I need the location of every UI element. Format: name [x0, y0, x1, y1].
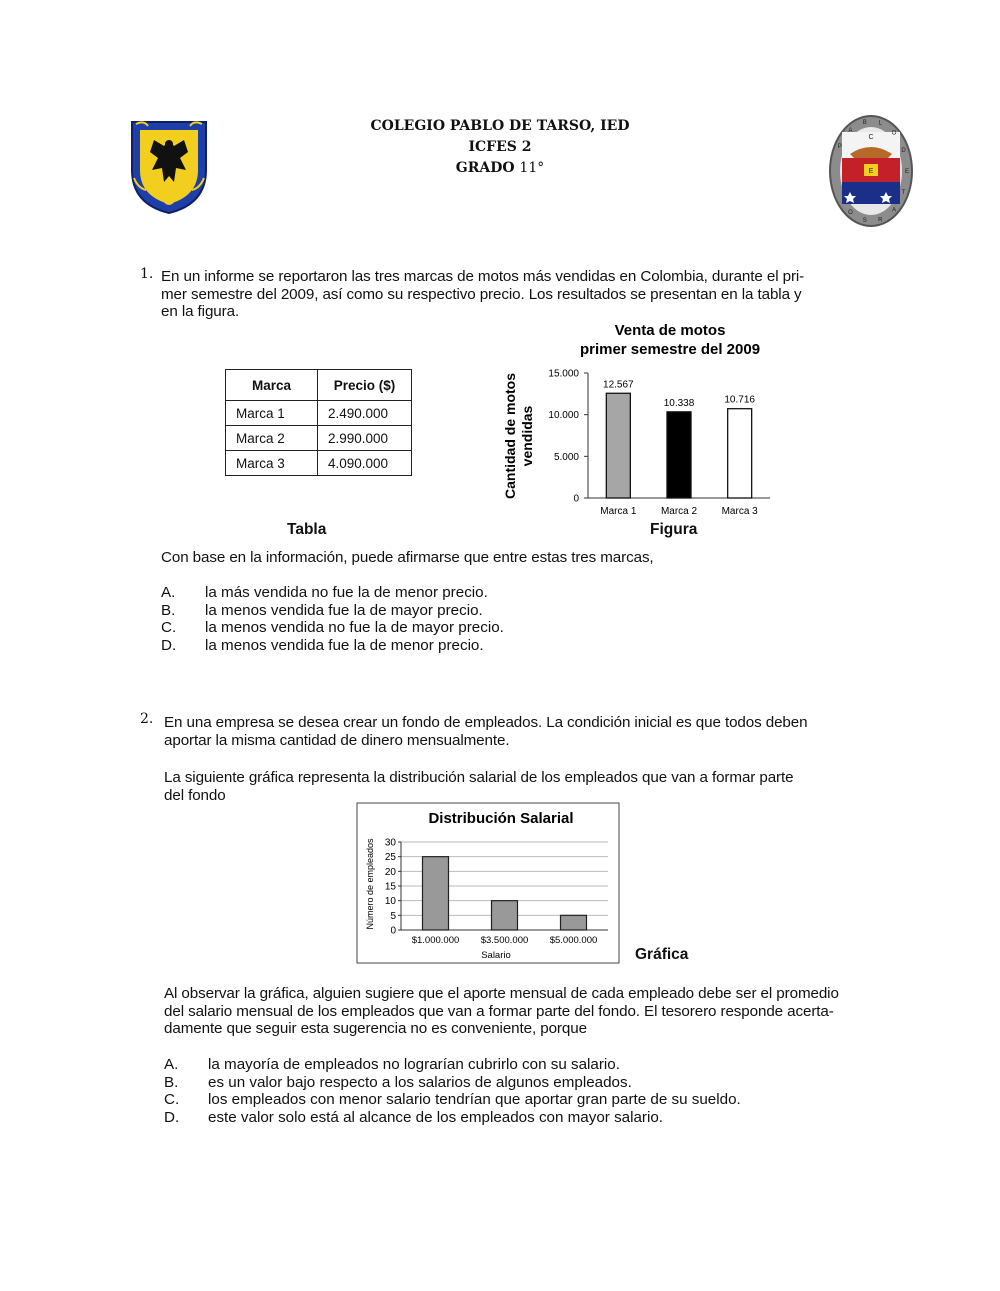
table-cell-price: 2.490.000: [318, 401, 412, 426]
emblem-letter: T: [901, 190, 906, 197]
question-2-prompt-line-2: del salario mensual de los empleados que van a formar parte del fondo. El tesorero responde acerta-: [164, 1002, 834, 1020]
list-item: [164, 1056, 741, 1074]
table-caption: Tabla: [287, 521, 327, 538]
question-2-line-3: La siguiente gráfica representa la distribución salarial de los empleados que van a formar parte: [164, 769, 794, 786]
question-2-number: 2.: [140, 711, 154, 727]
emblem-letter: L: [878, 120, 882, 127]
option-letter: D.: [164, 1108, 180, 1126]
y-tick-label: 25: [384, 852, 396, 864]
salary-distribution-chart: [356, 802, 620, 964]
bar-value-label: 10.338: [663, 397, 695, 409]
option-text: la mayoría de empleados no lograrían cubrirlo con su salario.: [208, 1056, 620, 1073]
list-item: [161, 584, 504, 602]
x-tick-label: Marca 3: [721, 506, 758, 517]
y-tick-label: 0: [390, 925, 396, 937]
option-letter: C.: [164, 1091, 180, 1108]
question-1-line-2: mer semestre del 2009, así como su respectivo precio. Los resultados se presentan en la tabla y: [161, 285, 802, 303]
list-item: [161, 637, 504, 655]
y-tick-label: 15.000: [548, 368, 579, 380]
bar-1: [423, 857, 449, 930]
bar-2: [492, 901, 518, 930]
table-row: [226, 401, 412, 426]
table-row: [226, 426, 412, 451]
question-1-options: [161, 584, 504, 654]
price-table: [225, 369, 412, 476]
option-letter: C.: [161, 619, 177, 636]
list-item: [161, 619, 504, 637]
price-table-header-row: [226, 370, 412, 401]
table-cell-brand: Marca 1: [226, 401, 318, 426]
y-tick-label: 5: [390, 910, 396, 922]
emblem-letter: C: [868, 134, 874, 141]
emblem-letter: E: [868, 168, 874, 175]
price-table-header-price: Precio ($): [318, 370, 412, 401]
option-text: la más vendida no fue la de menor precio.: [205, 584, 488, 601]
question-2-prompt-line-1: Al observar la gráfica, alguien sugiere que el aporte mensual de cada empleado debe ser el promedio: [164, 985, 839, 1002]
y-tick-label: 10: [384, 896, 396, 908]
question-2-context: [164, 769, 884, 804]
emblem-letter: A: [848, 128, 853, 134]
option-letter: A.: [164, 1056, 179, 1073]
y-tick-label: 15: [384, 881, 396, 893]
y-tick-label: 20: [384, 866, 396, 878]
emblem-letter: P: [837, 144, 842, 150]
y-axis-label-line-1: Cantidad de motos: [502, 372, 518, 500]
figure-caption: Figura: [650, 521, 698, 538]
y-tick-label: 5.000: [553, 451, 579, 463]
option-text: la menos vendida fue la de menor precio.: [205, 636, 484, 654]
exam-name: ICFES 2: [468, 139, 532, 155]
question-1-prompt: Con base en la información, puede afirmarse que entre estas tres marcas,: [161, 549, 654, 566]
x-axis-label: Salario: [481, 950, 511, 961]
option-text: es un valor bajo respecto a los salarios de algunos empleados.: [208, 1073, 632, 1091]
question-1-line-1: En un informe se reportaron las tres marcas de motos más vendidas en Colombia, durante el pri-: [161, 268, 805, 285]
list-item: [161, 602, 504, 620]
table-cell-price: 4.090.000: [318, 451, 412, 476]
option-letter: B.: [164, 1073, 179, 1091]
option-text: este valor solo está al alcance de los empleados con mayor salario.: [208, 1108, 664, 1126]
question-2-statement: [164, 714, 884, 749]
option-text: la menos vendida no fue la de mayor precio.: [205, 619, 504, 636]
question-1-line-3: en la figura.: [161, 303, 240, 320]
question-2-line-1: En una empresa se desea crear un fondo de empleados. La condición inicial es que todos deben: [164, 714, 808, 731]
x-tick-label: Marca 2: [660, 506, 698, 517]
y-tick-label: 0: [573, 493, 579, 505]
motorcycle-sales-chart: [495, 318, 795, 523]
y-tick-label: 30: [384, 837, 396, 849]
option-letter: B.: [161, 601, 176, 619]
option-letter: A.: [161, 584, 176, 601]
chart-title: Distribución Salarial: [428, 810, 574, 827]
school-name: COLEGIO PABLO DE TARSO, IED: [370, 118, 630, 134]
emblem-letter: A: [892, 207, 897, 214]
school-emblem-logo: [828, 114, 914, 228]
y-axis-label: Número de empleados: [365, 838, 375, 930]
bar-2: [667, 412, 691, 498]
question-2-prompt: [164, 985, 884, 1038]
table-cell-price: 2.990.000: [318, 426, 412, 451]
list-item: [164, 1109, 741, 1127]
emblem-letter: S: [862, 218, 867, 225]
emblem-letter: E: [904, 169, 910, 175]
x-tick-label: $1.000.000: [411, 935, 460, 946]
table-cell-brand: Marca 3: [226, 451, 318, 476]
question-2-options: [164, 1056, 741, 1126]
option-text: la menos vendida fue la de mayor precio.: [205, 601, 483, 619]
chart-title-line-1: Venta de motos: [614, 322, 726, 339]
y-axis-label-line-2: vendidas: [519, 405, 535, 467]
table-cell-brand: Marca 2: [226, 426, 318, 451]
question-1-number: 1.: [140, 266, 154, 282]
emblem-letter: B: [862, 119, 867, 126]
graph-caption: Gráfica: [635, 946, 689, 963]
question-1-statement: [161, 268, 881, 321]
emblem-letter: O: [848, 210, 853, 216]
question-2-prompt-line-3: damente que seguir esta sugerencia no es conveniente, porque: [164, 1020, 587, 1037]
emblem-letter: O: [891, 130, 897, 137]
table-row: [226, 451, 412, 476]
x-tick-label: $3.500.000: [480, 935, 529, 946]
chart-title-line-2: primer semestre del 2009: [579, 341, 761, 358]
x-tick-label: Marca 1: [600, 506, 637, 517]
bar-1: [606, 393, 630, 498]
grade-value: 11°: [519, 160, 545, 176]
option-letter: D.: [161, 636, 177, 654]
grade-label: GRADO: [455, 160, 515, 176]
emblem-letter: D: [901, 147, 906, 154]
bar-value-label: 12.567: [603, 379, 634, 391]
bar-value-label: 10.716: [724, 394, 755, 406]
price-table-header-brand: Marca: [226, 370, 318, 401]
y-tick-label: 10.000: [548, 410, 579, 422]
question-2-line-4: del fondo: [164, 786, 226, 804]
bar-3: [728, 409, 752, 498]
list-item: [164, 1074, 741, 1092]
emblem-letter: R: [878, 217, 883, 224]
question-2-line-2: aportar la misma cantidad de dinero mensualmente.: [164, 731, 510, 749]
bar-3: [561, 915, 587, 930]
x-tick-label: $5.000.000: [549, 935, 598, 946]
option-text: los empleados con menor salario tendrían que aportar gran parte de su sueldo.: [208, 1091, 741, 1108]
list-item: [164, 1091, 741, 1109]
